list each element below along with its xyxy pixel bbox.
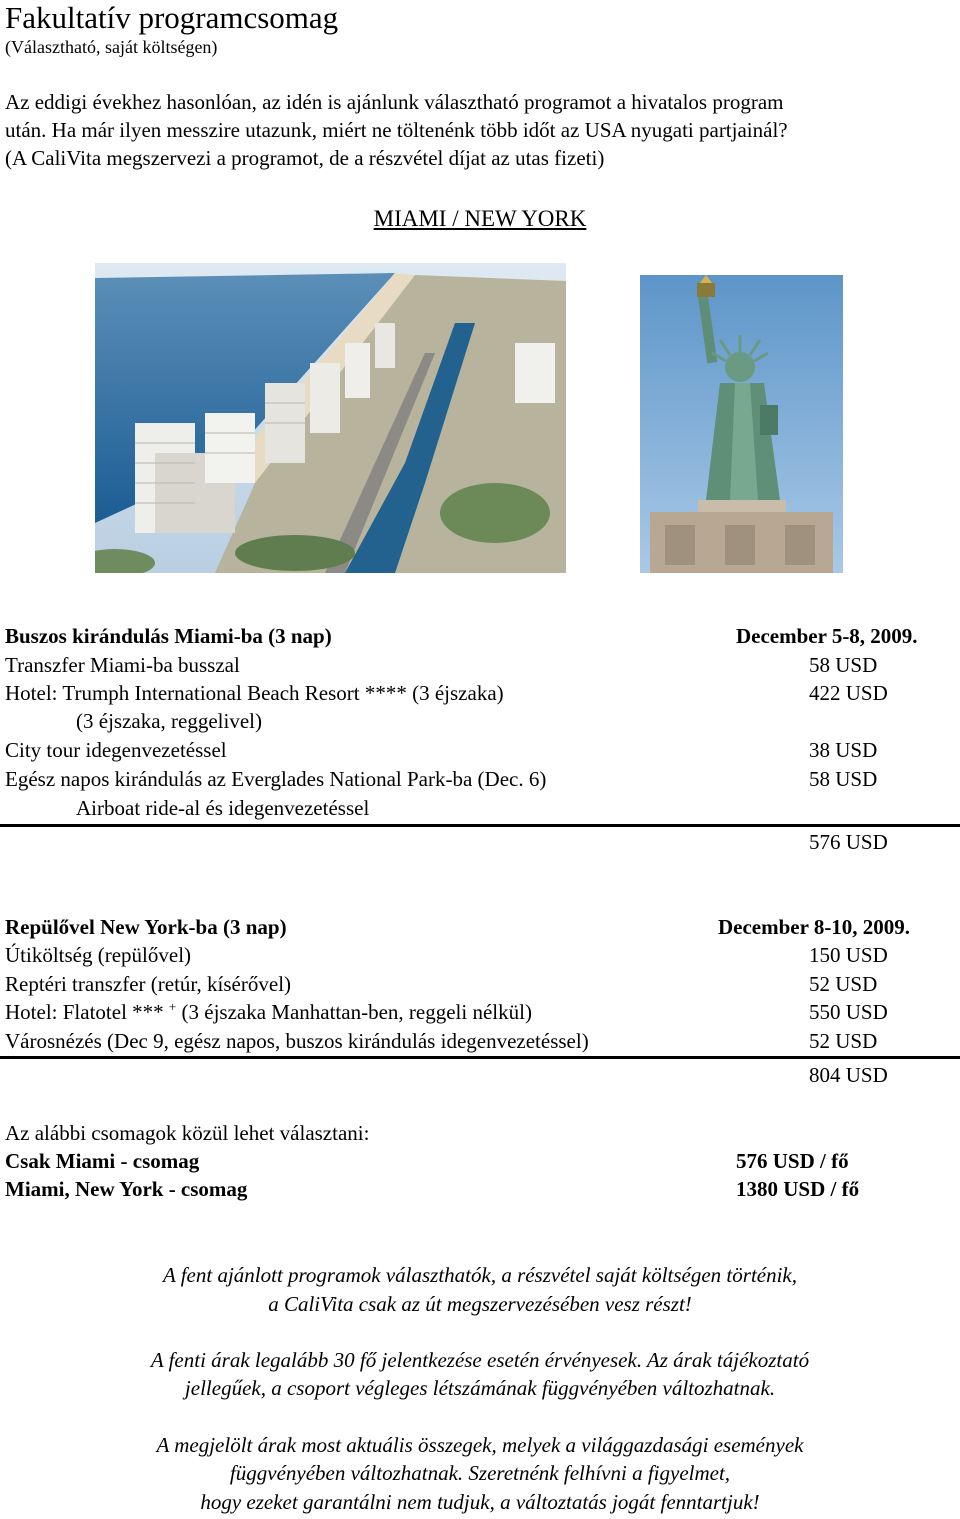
packages-intro: Az alábbi csomagok közül lehet választani: [5, 1121, 370, 1145]
note-3-line-1: A megjelölt árak most aktuális összegek, melyek a világgazdasági események [156, 1433, 804, 1457]
miami-price-transfer: 58 USD [809, 653, 878, 677]
ny-item-hotel [5, 998, 532, 1026]
ny-item-transfer: Reptéri transzfer (retúr, kísérővel) [5, 972, 292, 996]
ny-total: 804 USD [809, 1063, 888, 1087]
miami-item-airboat: Airboat ride-al és idegenvezetéssel [76, 796, 370, 820]
miami-item-transfer: Transzfer Miami-ba busszal [5, 653, 240, 677]
ny-hotel-sup: + [168, 999, 177, 1014]
package-miami-label: Csak Miami - csomag [5, 1149, 200, 1173]
miami-item-hotel: Hotel: Trumph International Beach Resort **** (3 éjszaka) [5, 681, 504, 705]
ny-item-flight: Útiköltség (repülővel) [5, 943, 192, 967]
miami-total: 576 USD [809, 830, 888, 854]
miami-price-citytour: 38 USD [809, 738, 878, 762]
miami-price-hotel: 422 USD [809, 681, 888, 705]
page-subtitle: (Választható, saját költségen) [5, 37, 218, 57]
miami-date: December 5-8, 2009. [736, 624, 918, 648]
liberty-photo [640, 275, 843, 573]
ny-divider [0, 1056, 960, 1059]
miami-item-everglades: Egész napos kirándulás az Everglades National Park-ba (Dec. 6) [5, 767, 547, 791]
miami-item-hotel-note: (3 éjszaka, reggelivel) [76, 709, 262, 733]
ny-price-hotel: 550 USD [809, 1000, 888, 1024]
note-1-line-1: A fent ajánlott programok választhatók, a részvétel saját költségen történik, [163, 1263, 797, 1287]
miami-photo [95, 263, 566, 573]
ny-hotel-post: (3 éjszaka Manhattan-ben, reggeli nélkül) [176, 1000, 532, 1024]
ny-heading: Repülővel New York-ba (3 nap) [5, 915, 287, 939]
ny-item-citytour: Városnézés (Dec 9, egész napos, buszos kirándulás idegenvezetéssel) [5, 1029, 589, 1053]
miami-price-everglades: 58 USD [809, 767, 878, 791]
ny-price-transfer: 52 USD [809, 972, 878, 996]
section-title: MIAMI / NEW YORK [373, 206, 587, 231]
note-1-line-2: a CaliVita csak az út megszervezésében vesz részt! [268, 1292, 692, 1316]
intro-line-2: után. Ha már ilyen messzire utazunk, miért ne töltenénk több időt az USA nyugati partjainál? [5, 118, 788, 142]
page-title: Fakultatív programcsomag [5, 0, 339, 35]
intro-line-3: (A CaliVita megszervezi a programot, de a részvétel díjat az utas fizeti) [5, 146, 605, 170]
miami-heading: Buszos kirándulás Miami-ba (3 nap) [5, 624, 332, 648]
note-3-line-2: függvényében változhatnak. Szeretnénk felhívni a figyelmet, [229, 1461, 731, 1485]
note-3-line-3: hogy ezeket garantálni nem tudjuk, a változtatás jogát fenntartjuk! [200, 1490, 760, 1514]
package-miami-ny-price: 1380 USD / fő [736, 1177, 860, 1201]
ny-hotel-pre: Hotel: Flatotel *** [5, 1000, 169, 1024]
ny-date: December 8-10, 2009. [718, 915, 911, 939]
intro-line-1: Az eddigi évekhez hasonlóan, az idén is ajánlunk választható programot a hivatalos program [5, 90, 784, 114]
note-2-line-1: A fenti árak legalább 30 fő jelentkezése esetén érvényesek. Az árak tájékoztató [150, 1348, 810, 1372]
package-miami-ny-label: Miami, New York - csomag [5, 1177, 248, 1201]
miami-item-citytour: City tour idegenvezetéssel [5, 738, 227, 762]
ny-price-flight: 150 USD [809, 943, 888, 967]
miami-divider [0, 824, 960, 827]
ny-price-citytour: 52 USD [809, 1029, 878, 1053]
package-miami-price: 576 USD / fő [736, 1149, 849, 1173]
note-2-line-2: jellegűek, a csoport végleges létszámának függvényében változhatnak. [184, 1376, 776, 1400]
